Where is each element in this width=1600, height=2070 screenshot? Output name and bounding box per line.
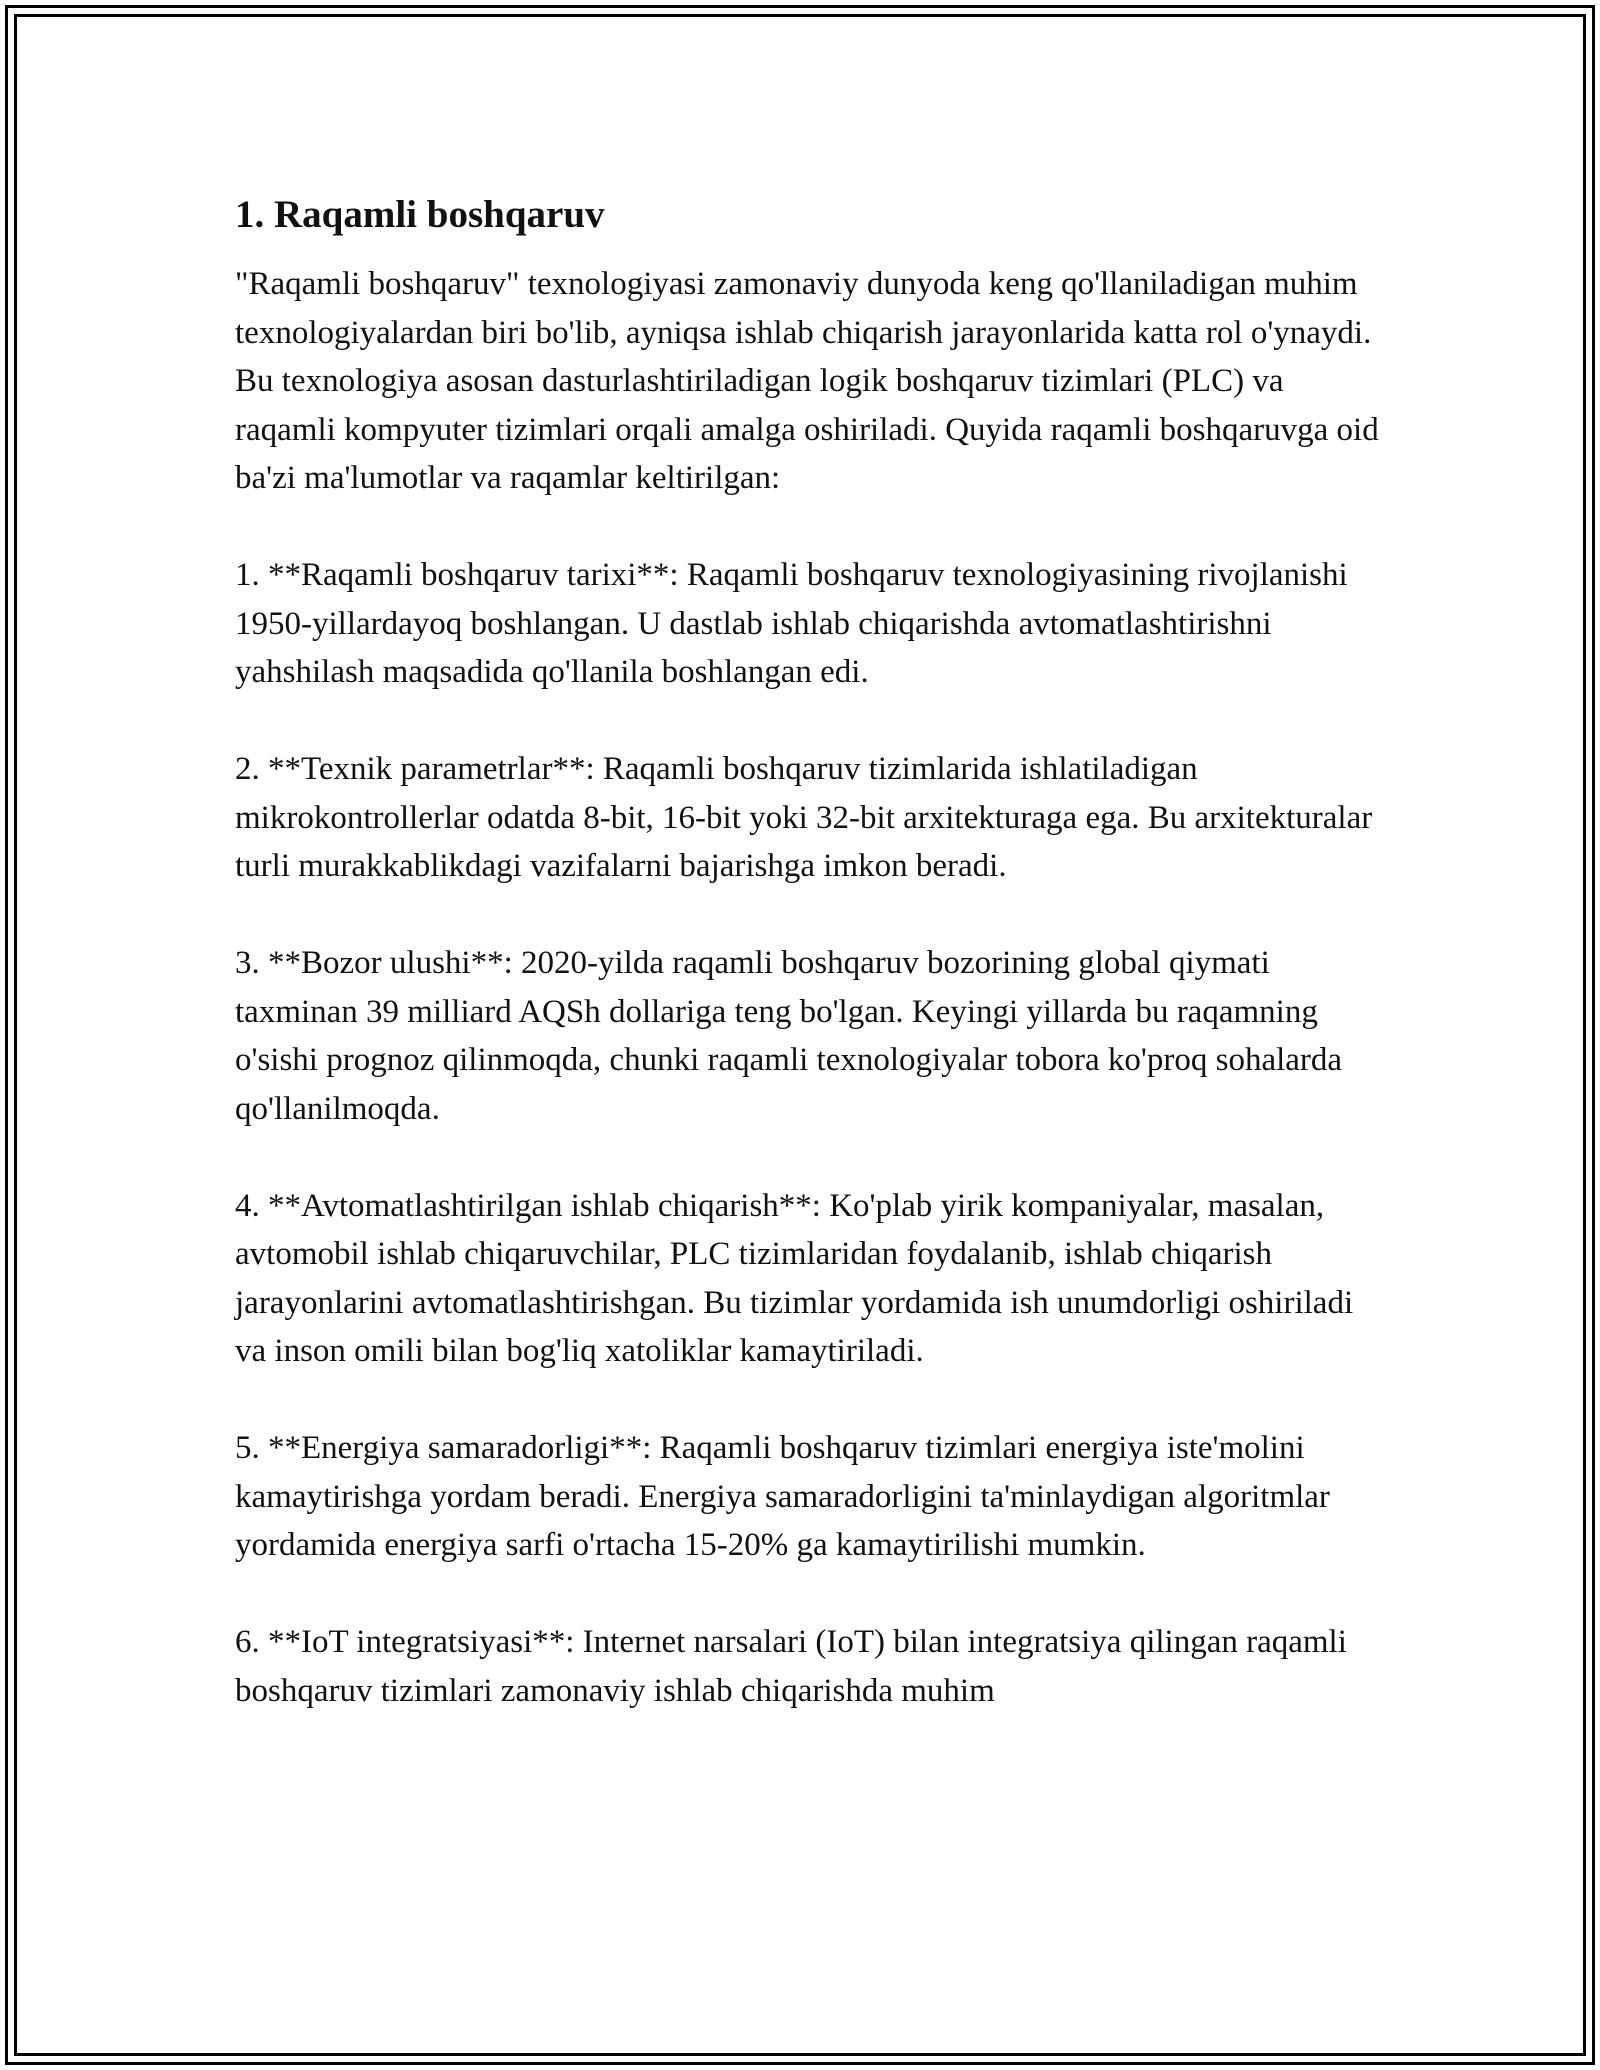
list-item-history: 1. **Raqamli boshqaruv tarixi**: Raqamli boshqaruv texnologiyasining rivojlanishi 1950-yillardayoq boshlangan. U dastlab ishlab chiqarishda avtomatlashtirishni yahshilash maqsadida qo'llanila boshlangan edi. xyxy=(235,557,1348,690)
document-body xyxy=(235,190,1380,1715)
list-item-energy-efficiency: 5. **Energiya samaradorligi**: Raqamli boshqaruv tizimlari energiya iste'molini kamaytirishga yordam beradi. Energiya samaradorligini ta'minlaydigan algoritmlar yordamida energiya sarfi o'rtacha 15-20% ga kamaytirilishi mumkin. xyxy=(235,1430,1330,1563)
list-item-technical-parameters: 2. **Texnik parametrlar**: Raqamli boshqaruv tizimlarida ishlatiladigan mikrokontrollerlar odatda 8-bit, 16-bit yoki 32-bit arxitekturaga ega. Bu arxitekturalar turli murakkablikdagi vazifalarni bajarishga imkon beradi. xyxy=(235,751,1373,884)
list-item-market-share: 3. **Bozor ulushi**: 2020-yilda raqamli boshqaruv bozorining global qiymati taxminan 39 milliard AQSh dollariga teng bo'lgan. Keyingi yillarda bu raqamning o'sishi prognoz qilinmoqda, chunki raqamli texnologiyalar tobora ko'proq sohalarda qo'llanilmoqda. xyxy=(235,945,1343,1127)
intro-paragraph: "Raqamli boshqaruv" texnologiyasi zamonaviy dunyoda keng qo'llaniladigan muhim texnologiyalardan biri bo'lib, ayniqsa ishlab chiqarish jarayonlarida katta rol o'ynaydi. Bu texnologiya asosan dasturlashtiriladigan logik boshqaruv tizimlari (PLC) va raqamli kompyuter tizimlari orqali amalga oshiriladi. Quyida raqamli boshqaruvga oid ba'zi ma'lumotlar va raqamlar keltirilgan: xyxy=(235,266,1379,496)
list-item-iot-integration: 6. **IoT integratsiyasi**: Internet narsalari (IoT) bilan integratsiya qilingan raqamli boshqaruv tizimlari zamonaviy ishlab chiqarishda muhim xyxy=(235,1624,1347,1709)
section-heading: 1. Raqamli boshqaruv xyxy=(235,193,605,236)
list-item-automated-production: 4. **Avtomatlashtirilgan ishlab chiqarish**: Ko'plab yirik kompaniyalar, masalan, avtomobil ishlab chiqaruvchilar, PLC tizimlaridan foydalanib, ishlab chiqarish jarayonlarini avtomatlashtirishgan. Bu tizimlar yordamida ish unumdorligi oshiriladi va inson omili bilan bog'liq xatoliklar kamaytiriladi. xyxy=(235,1187,1354,1369)
